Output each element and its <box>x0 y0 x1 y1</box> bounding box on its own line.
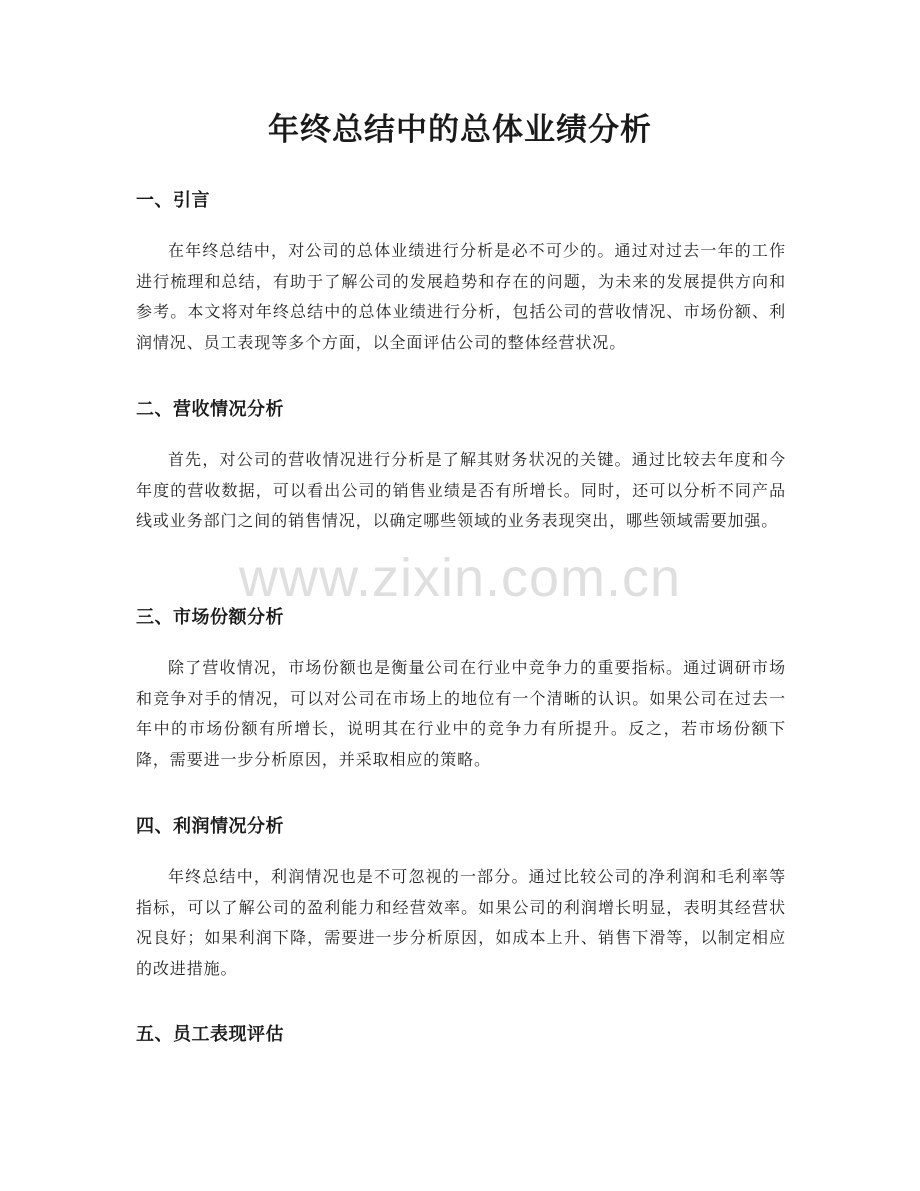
section-heading: 三、市场份额分析 <box>136 607 284 628</box>
section-heading: 四、利润情况分析 <box>136 816 284 837</box>
section-introduction <box>136 188 786 358</box>
section-employee-evaluation <box>136 1022 786 1048</box>
section-profit-analysis <box>136 814 786 984</box>
section-paragraph: 首先，对公司的营收情况进行分析是了解其财务状况的关键。通过比较去年度和今年度的营收数据，可以看出公司的销售业绩是否有所增长。同时，还可以分析不同产品线或业务部门之间的销售情况，以确定哪些领域的业务表现突出，哪些领域需要加强。 <box>136 450 786 530</box>
section-heading: 五、员工表现评估 <box>136 1024 284 1045</box>
section-paragraph: 年终总结中，利润情况也是不可忽视的一部分。通过比较公司的净利润和毛利率等指标，可以了解公司的盈利能力和经营效率。如果公司的利润增长明显，表明其经营状况良好；如果利润下降，需要进一步分析原因，如成本上升、销售下滑等，以制定相应的改进措施。 <box>136 867 786 978</box>
section-heading: 二、营收情况分析 <box>136 399 284 420</box>
watermark: www.zixin.com.cn <box>238 548 682 608</box>
section-paragraph: 在年终总结中，对公司的总体业绩进行分析是必不可少的。通过对过去一年的工作进行梳理和总结，有助于了解公司的发展趋势和存在的问题，为未来的发展提供方向和参考。本文将对年终总结中的总体业绩进行分析，包括公司的营收情况、市场份额、利润情况、员工表现等多个方面，以全面评估公司的整体经营状况。 <box>136 241 786 352</box>
page-title: 年终总结中的总体业绩分析 <box>268 112 652 148</box>
section-revenue-analysis <box>136 397 786 537</box>
section-heading: 一、引言 <box>136 190 210 211</box>
section-paragraph: 除了营收情况，市场份额也是衡量公司在行业中竞争力的重要指标。通过调研市场和竞争对手的情况，可以对公司在市场上的地位有一个清晰的认识。如果公司在过去一年中的市场份额有所增长，说明其在行业中的竞争力有所提升。反之，若市场份额下降，需要进一步分析原因，并采取相应的策略。 <box>136 658 786 769</box>
section-market-share-analysis <box>136 605 786 775</box>
